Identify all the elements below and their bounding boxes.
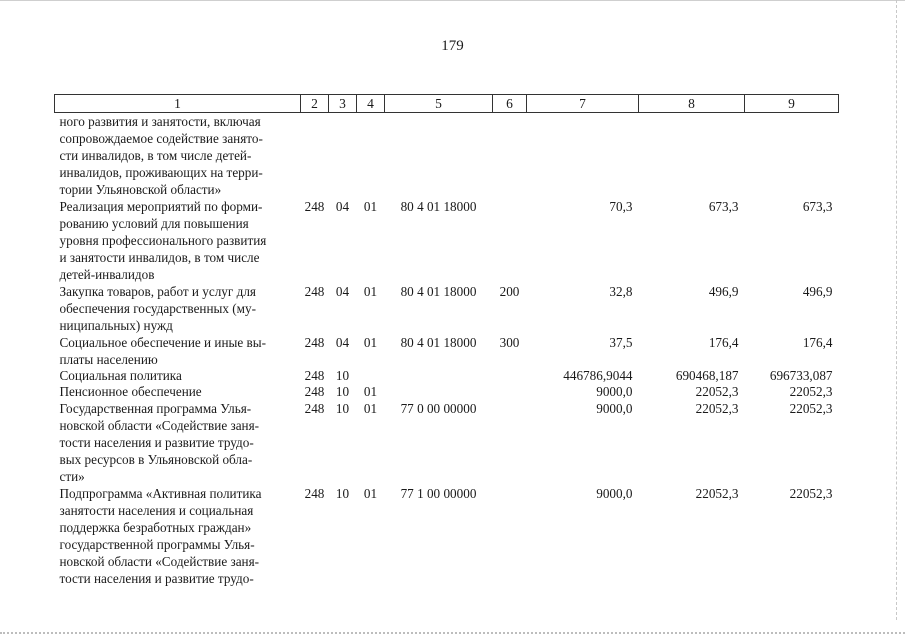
table-row xyxy=(55,334,839,368)
cell-amount-year-2 xyxy=(639,113,745,199)
page-border-top xyxy=(0,0,905,1)
cell-subsection: 01 xyxy=(363,486,378,501)
table-row xyxy=(55,368,839,384)
cell-amount-year-2: 176,4 xyxy=(708,335,739,350)
cell-amount-year-1: 9000,0 xyxy=(596,401,633,416)
cell-target-article xyxy=(385,368,493,384)
cell-expense-type xyxy=(493,485,527,587)
cell-amount-year-3: 696733,087 xyxy=(769,368,833,383)
cell-target-article: 77 0 00 00000 xyxy=(400,401,477,416)
description-line: сти» xyxy=(59,469,85,484)
column-number-header xyxy=(55,95,839,113)
table-body xyxy=(55,113,839,588)
description-line: тории Ульяновской области» xyxy=(59,182,222,197)
cell-expense-type xyxy=(493,113,527,199)
cell-section: 04 xyxy=(335,199,350,214)
description-line: Закупка товаров, работ и услуг для xyxy=(59,284,256,299)
description-line: уровня профессионального развития xyxy=(59,233,267,248)
cell-target-article: 77 1 00 00000 xyxy=(400,486,477,501)
description-line: новской области «Содействие заня- xyxy=(59,418,260,433)
description-line: Подпрограмма «Активная политика xyxy=(59,486,262,501)
cell-section: 10 xyxy=(335,486,350,501)
cell-expense-type xyxy=(493,384,527,400)
cell-description xyxy=(55,113,301,199)
cell-expense-type: 300 xyxy=(499,335,520,350)
column-header: 1 xyxy=(55,95,301,113)
description-line: Государственная программа Улья- xyxy=(59,401,252,416)
page-border-right xyxy=(895,0,897,620)
table-row xyxy=(55,198,839,283)
cell-amount-year-3 xyxy=(745,113,839,199)
description-line: ного развития и занятости, включая xyxy=(59,114,261,129)
page-number: 179 xyxy=(441,38,464,54)
cell-amount-year-2: 22052,3 xyxy=(695,486,739,501)
cell-amount-year-1 xyxy=(527,113,639,199)
cell-admin-code: 248 xyxy=(304,401,325,416)
cell-amount-year-2: 690468,187 xyxy=(675,368,739,383)
description-line: ниципальных) нужд xyxy=(59,318,173,333)
cell-subsection xyxy=(357,113,385,199)
description-line: занятости населения и социальная xyxy=(59,503,254,518)
table-row xyxy=(55,400,839,485)
cell-description xyxy=(55,198,301,283)
column-header: 8 xyxy=(639,95,745,113)
description-line: обеспечения государственных (му- xyxy=(59,301,257,316)
cell-amount-year-1: 70,3 xyxy=(609,199,633,214)
cell-subsection: 01 xyxy=(363,284,378,299)
table-row xyxy=(55,113,839,199)
description-line: тости населения и развитие трудо- xyxy=(59,435,254,450)
description-line: тости населения и развитие трудо- xyxy=(59,571,254,586)
cell-amount-year-2: 22052,3 xyxy=(695,401,739,416)
cell-section: 10 xyxy=(335,401,350,416)
cell-target-article xyxy=(385,384,493,400)
cell-amount-year-3: 496,9 xyxy=(802,284,833,299)
budget-table xyxy=(54,94,839,587)
description-line: платы населению xyxy=(59,352,158,367)
cell-admin-code: 248 xyxy=(304,368,325,383)
cell-expense-type xyxy=(493,400,527,485)
description-line: детей-инвалидов xyxy=(59,267,155,282)
cell-expense-type xyxy=(493,368,527,384)
cell-target-article: 80 4 01 18000 xyxy=(400,199,477,214)
column-header: 3 xyxy=(329,95,357,113)
cell-admin-code: 248 xyxy=(304,486,325,501)
description-line: инвалидов, проживающих на терри- xyxy=(59,165,263,180)
column-header: 4 xyxy=(357,95,385,113)
cell-amount-year-3: 22052,3 xyxy=(789,401,833,416)
cell-target-article xyxy=(385,113,493,199)
cell-expense-type: 200 xyxy=(499,284,520,299)
cell-section: 10 xyxy=(335,368,350,383)
column-header: 2 xyxy=(301,95,329,113)
budget-table-container xyxy=(54,94,838,587)
cell-admin-code: 248 xyxy=(304,384,325,399)
description-line: новской области «Содействие заня- xyxy=(59,554,260,569)
cell-section: 04 xyxy=(335,335,350,350)
cell-amount-year-3: 22052,3 xyxy=(789,486,833,501)
table-row xyxy=(55,384,839,400)
description-line: вых ресурсов в Ульяновской обла- xyxy=(59,452,253,467)
cell-description xyxy=(55,400,301,485)
cell-amount-year-1: 9000,0 xyxy=(596,384,633,399)
description-line: рованию условий для повышения xyxy=(59,216,249,231)
column-header: 5 xyxy=(385,95,493,113)
cell-amount-year-2: 673,3 xyxy=(708,199,739,214)
cell-admin-code: 248 xyxy=(304,335,325,350)
cell-description xyxy=(55,368,301,384)
cell-admin-code: 248 xyxy=(304,199,325,214)
cell-target-article: 80 4 01 18000 xyxy=(400,284,477,299)
cell-admin-code xyxy=(301,113,329,199)
description-line: Социальная политика xyxy=(59,368,182,383)
description-line: государственной программы Улья- xyxy=(59,537,255,552)
cell-description xyxy=(55,384,301,400)
column-header: 6 xyxy=(493,95,527,113)
description-line: Социальное обеспечение и иные вы- xyxy=(59,335,266,350)
description-line: Пенсионное обеспечение xyxy=(59,384,202,399)
cell-amount-year-1: 32,8 xyxy=(609,284,633,299)
description-line: и занятости инвалидов, в том числе xyxy=(59,250,260,265)
cell-amount-year-1: 446786,9044 xyxy=(563,368,633,383)
description-line: сти инвалидов, в том числе детей- xyxy=(59,148,252,163)
cell-subsection xyxy=(357,368,385,384)
cell-amount-year-3: 22052,3 xyxy=(789,384,833,399)
cell-amount-year-3: 176,4 xyxy=(802,335,833,350)
cell-subsection: 01 xyxy=(363,335,378,350)
cell-amount-year-2: 496,9 xyxy=(708,284,739,299)
cell-target-article: 80 4 01 18000 xyxy=(400,335,477,350)
description-line: поддержка безработных граждан» xyxy=(59,520,252,535)
cell-subsection: 01 xyxy=(363,199,378,214)
cell-subsection: 01 xyxy=(363,384,378,399)
table-row xyxy=(55,283,839,334)
column-header: 7 xyxy=(527,95,639,113)
cell-amount-year-1: 9000,0 xyxy=(596,486,633,501)
cell-subsection: 01 xyxy=(363,401,378,416)
table-row xyxy=(55,485,839,587)
description-line: сопровождаемое содействие занято- xyxy=(59,131,263,146)
cell-description xyxy=(55,485,301,587)
cell-expense-type xyxy=(493,198,527,283)
cell-description xyxy=(55,334,301,368)
cell-section: 04 xyxy=(335,284,350,299)
cell-amount-year-1: 37,5 xyxy=(609,335,633,350)
cell-amount-year-2: 22052,3 xyxy=(695,384,739,399)
cell-amount-year-3: 673,3 xyxy=(802,199,833,214)
column-header: 9 xyxy=(745,95,839,113)
cell-admin-code: 248 xyxy=(304,284,325,299)
page-border-bottom xyxy=(0,632,905,634)
cell-section: 10 xyxy=(335,384,350,399)
description-line: Реализация мероприятий по форми- xyxy=(59,199,263,214)
cell-description xyxy=(55,283,301,334)
cell-section xyxy=(329,113,357,199)
